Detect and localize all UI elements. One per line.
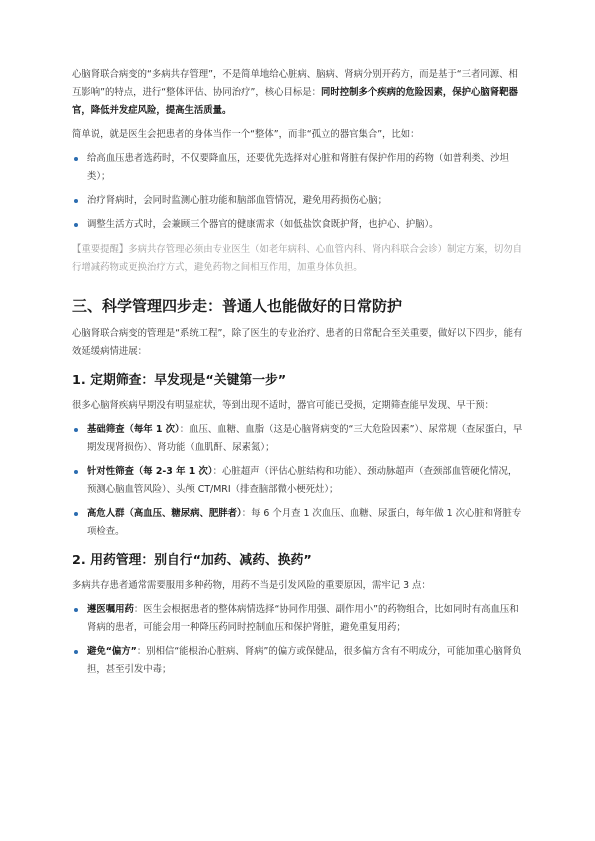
intro-paragraph bbox=[72, 66, 525, 120]
item-label: 高危人群（高血压、糖尿病、肥胖者） bbox=[87, 508, 242, 519]
list-item bbox=[72, 463, 525, 499]
important-note: 【重要提醒】多病共存管理必须由专业医生（如老年病科、心血管内科、肾内科联合会诊）制定方案，切勿自行增减药物或更换治疗方式，避免药物之间相互作用，加重身体负担。 bbox=[72, 244, 523, 273]
item-text: ：别相信“能根治心脏病、肾病”的偏方或保健品，很多偏方含有不明成分，可能加重心脑肾负担，甚至引发中毒； bbox=[87, 646, 522, 675]
section-intro: 心脑肾联合病变的管理是“系统工程”，除了医生的专业治疗、患者的日常配合至关重要，做好以下四步，能有效延缓病情进展： bbox=[72, 328, 523, 357]
item-text: ：每 6 个月查 1 次血压、血糖、尿蛋白，每年做 1 次心脏和肾脏专项检查。 bbox=[87, 508, 522, 537]
step2-list bbox=[72, 601, 525, 679]
list-item bbox=[72, 505, 525, 541]
item-text: ：血压、血糖、血脂（这是心脑肾病变的“三大危险因素”）、尿常规（查尿蛋白，早期发现肾损伤）、肾功能（血肌酐、尿素氮）； bbox=[87, 424, 523, 453]
list-item bbox=[72, 421, 525, 457]
intro-summary: 简单说，就是医生会把患者的身体当作一个“整体”，而非“孤立的器官集合”，比如： bbox=[72, 129, 420, 140]
item-text: ：心脏超声（评估心脏结构和功能）、颈动脉超声（查颈部血管硬化情况，预测心脑血管风险）、头颅 CT/MRI（排查脑部微小梗死灶）； bbox=[87, 466, 518, 495]
item-text: ：医生会根据患者的整体病情选择“协同作用强、副作用小”的药物组合，比如同时有高血压和肾病的患者，可能会用一种降压药同时控制血压和保护肾脏，避免重复用药； bbox=[87, 604, 519, 633]
list-item bbox=[72, 643, 525, 679]
intro-goal-bold: 同时控制多个疾病的危险因素，保护心脑肾靶器官，降低并发症风险，提高生活质量。 bbox=[72, 87, 518, 116]
item-label: 遵医嘱用药 bbox=[87, 604, 134, 615]
step2-heading: 2. 用药管理：别自行“加药、减药、换药” bbox=[72, 553, 312, 568]
list-item: 治疗肾病时，会同时监测心脏功能和脑部血管情况，避免用药损伤心脑； bbox=[72, 192, 525, 210]
list-item: 调整生活方式时，会兼顾三个器官的健康需求（如低盐饮食既护肾，也护心、护脑）。 bbox=[72, 216, 525, 234]
intro-bullet-list bbox=[72, 150, 525, 234]
section-heading: 三、科学管理四步走：普通人也能做好的日常防护 bbox=[72, 297, 403, 315]
list-item: 给高血压患者选药时，不仅要降血压，还要优先选择对心脏和肾脏有保护作用的药物（如普利类、沙坦类）； bbox=[72, 150, 525, 186]
step2-intro: 多病共存患者通常需要服用多种药物，用药不当是引发风险的重要原因，需牢记 3 点： bbox=[72, 580, 431, 591]
step1-heading: 1. 定期筛查：早发现是“关键第一步” bbox=[72, 373, 287, 388]
list-item bbox=[72, 601, 525, 637]
step1-list bbox=[72, 421, 525, 541]
item-label: 针对性筛查（每 2-3 年 1 次） bbox=[87, 466, 213, 477]
item-label: 基础筛查（每年 1 次） bbox=[87, 424, 180, 435]
intro-text: 心脑肾联合病变的“多病共存管理”，不是简单地给心脏病、脑病、肾病分别开药方，而是基于“三者同源、相互影响”的特点，进行“整体评估、协同治疗”，核心目标是： bbox=[72, 69, 518, 98]
item-label: 避免“偏方” bbox=[87, 646, 137, 657]
step1-intro: 很多心脑肾疾病早期没有明显症状，等到出现不适时，器官可能已受损，定期筛查能早发现、早干预： bbox=[72, 400, 494, 411]
